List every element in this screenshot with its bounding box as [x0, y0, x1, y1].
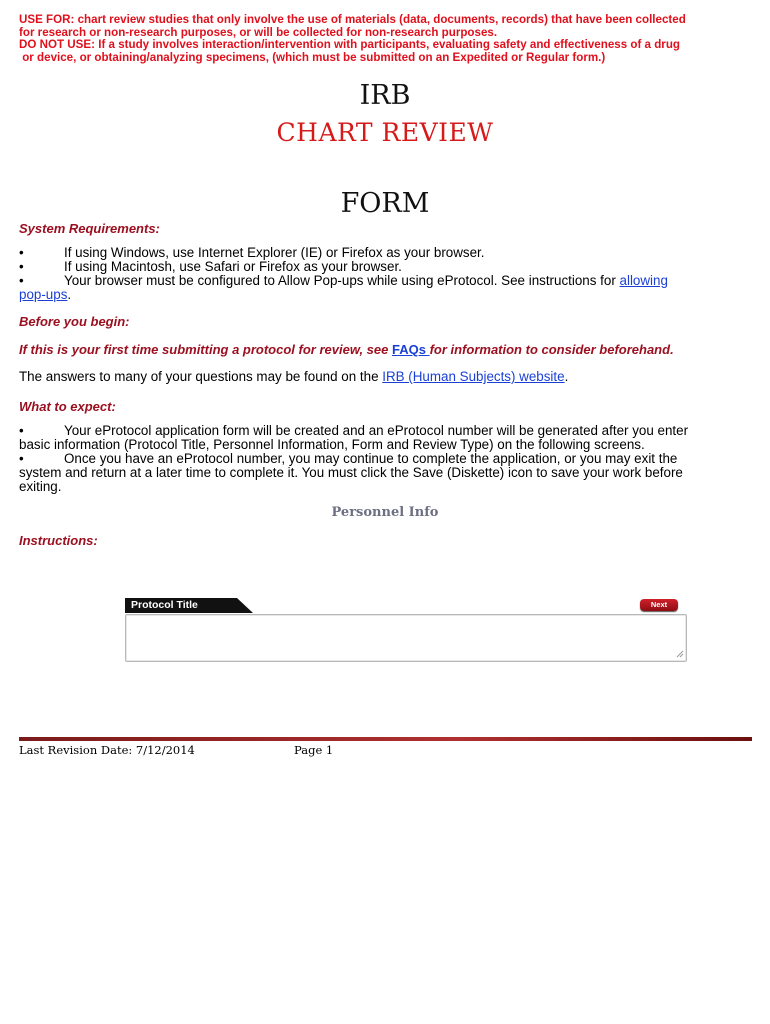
last-revision-date: Last Revision Date: 7/12/2014 — [19, 743, 195, 757]
bullet-icon: • — [19, 273, 24, 288]
protocol-title-input[interactable] — [125, 614, 687, 662]
expect-text: system and return at a later time to complete it. You must click the Save (Diskette) icon to save your work before — [19, 465, 683, 480]
footer-divider — [19, 737, 752, 741]
first-time-note — [19, 342, 674, 357]
expect-text: Once you have an eProtocol number, you may continue to complete the application, or you may exit the — [64, 451, 678, 466]
requirement-text: Your browser must be configured to Allow Pop-ups while using eProtocol. See instructions for — [64, 273, 620, 288]
notice-line-1: USE FOR: chart review studies that only involve the use of materials (data, documents, records) that have been collected — [19, 13, 686, 26]
usage-notice — [19, 14, 759, 64]
answers-prefix: The answers to many of your questions may be found on the — [19, 369, 383, 384]
title-chart-review: CHART REVIEW — [276, 118, 494, 147]
notice-line-3: DO NOT USE: If a study involves interaction/intervention with participants, evaluating safety and effectiveness of a drug — [19, 38, 680, 52]
first-time-prefix: If this is your first time submitting a protocol for review, see — [19, 342, 392, 357]
allowing-popups-link[interactable]: allowing — [619, 273, 668, 288]
period-text: . — [67, 287, 72, 302]
system-requirements-heading: System Requirements: — [19, 221, 160, 236]
what-to-expect-text — [19, 424, 749, 494]
title-irb: IRB — [359, 80, 411, 111]
list-item — [19, 260, 749, 274]
list-item — [19, 452, 749, 466]
page-number: Page 1 — [294, 743, 334, 757]
answers-note — [19, 370, 749, 384]
list-item — [19, 246, 749, 260]
bullet-icon: • — [19, 451, 24, 466]
protocol-title-tab — [125, 598, 253, 613]
faqs-link[interactable]: FAQs — [391, 342, 430, 357]
resize-grip-icon[interactable] — [676, 650, 684, 658]
irb-website-link[interactable]: IRB (Human Subjects) website — [382, 369, 565, 384]
expect-text: exiting. — [19, 479, 62, 494]
first-time-suffix: for information to consider beforehand. — [429, 342, 674, 357]
what-to-expect-heading: What to expect: — [19, 399, 116, 414]
notice-line-4: or device, or obtaining/analyzing specimens, (which must be submitted on an Expedited or Regular form.) — [19, 50, 606, 64]
bullet-icon: • — [19, 259, 24, 274]
instructions-heading: Instructions: — [19, 533, 98, 548]
protocol-title-label: Protocol Title — [131, 599, 198, 611]
before-you-begin-heading: Before you begin: — [19, 314, 130, 329]
list-item — [19, 424, 749, 438]
next-button[interactable]: Next — [640, 599, 678, 611]
bullet-icon: • — [19, 423, 24, 438]
popups-link[interactable]: pop-ups — [19, 287, 68, 302]
personnel-info-heading: Personnel Info — [331, 505, 439, 520]
answers-suffix: . — [564, 369, 569, 384]
notice-line-2: for research or non-research purposes, or will be collected for non-research purposes. — [19, 25, 498, 39]
expect-text: basic information (Protocol Title, Personnel Information, Form and Review Type) on the following screens. — [19, 437, 645, 452]
requirement-text: If using Windows, use Internet Explorer (IE) or Firefox as your browser. — [64, 245, 485, 260]
requirement-text: If using Macintosh, use Safari or Firefox as your browser. — [64, 259, 402, 274]
bullet-icon: • — [19, 245, 24, 260]
system-requirements-list — [19, 246, 749, 302]
title-form: FORM — [340, 188, 430, 219]
expect-text: Your eProtocol application form will be created and an eProtocol number will be generated after you enter — [64, 423, 689, 438]
list-item — [19, 274, 749, 288]
